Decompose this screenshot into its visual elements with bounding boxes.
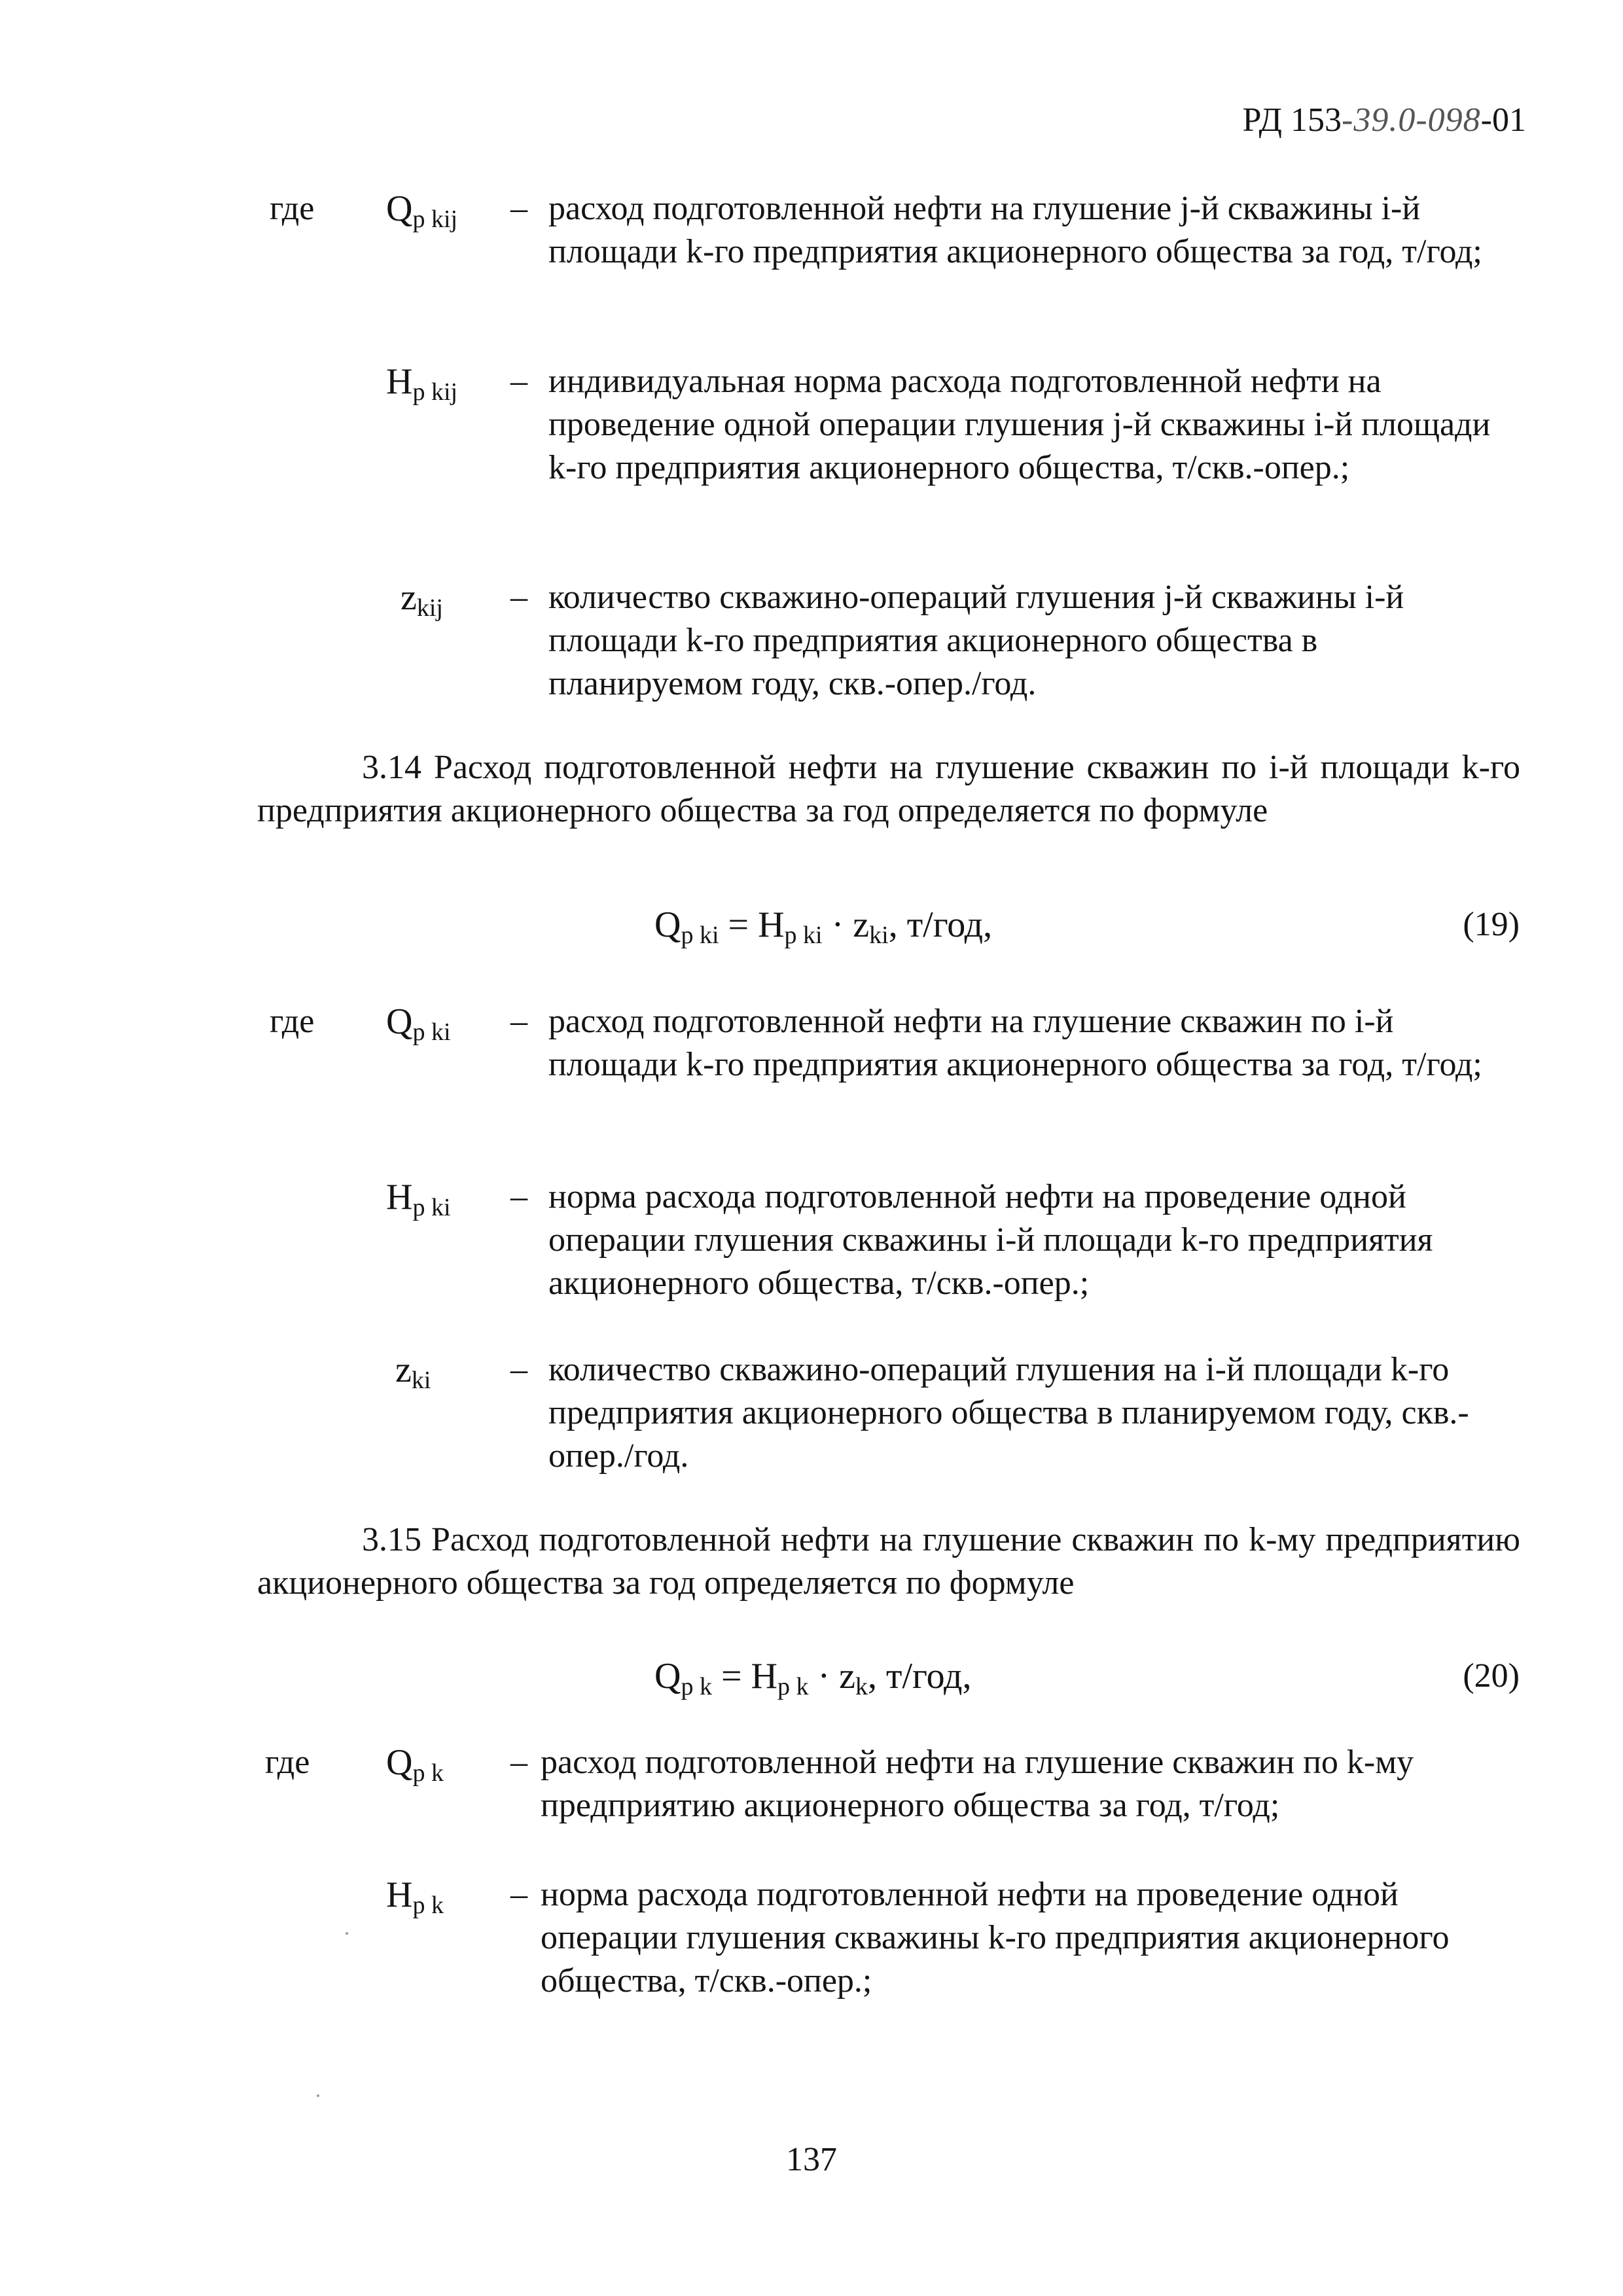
symbol: $Q_{p kij}$ (386, 188, 458, 233)
symbol: $z_{ki}$ (395, 1350, 431, 1394)
page-number: 137 (786, 2141, 837, 2178)
symbol: $H_{p k}$ (386, 1874, 444, 1919)
doc-code-prefix: РД 153 (1242, 101, 1342, 139)
doc-code-suffix: -01 (1480, 101, 1526, 139)
definition-row (0, 576, 1623, 733)
definition-text: количество скважино-операций глушения j-й скважины i-й площади k-го предприятия акционерного общества в планируемом году, скв.-опер./год. (548, 579, 1404, 702)
definition-text: количество скважино-операций глушения на i-й площади k-го предприятия акционерного общества в планируемом году, скв.-опер./год. (548, 1351, 1469, 1475)
definition-text: расход подготовленной нефти на глушение скважин по i-й площади k-го предприятия акционерного общества за год, т/год; (548, 1003, 1482, 1083)
symbol: $z_{kij}$ (401, 577, 443, 622)
definition-row (0, 187, 1623, 344)
where-label: где (270, 190, 315, 227)
definition-text: норма расхода подготовленной нефти на проведение одной операции глушения скважины i-й площади k-го предприятия акционерного общества, т/скв.-опер.; (548, 1178, 1433, 1302)
paragraph-3-14: 3.14 Расход подготовленной нефти на глушение скважин по i-й площади k-го предприятия акционерного общества за год определяется по формуле (257, 749, 1520, 829)
dash: – (510, 1351, 527, 1388)
symbol: $H_{p kij}$ (386, 361, 458, 406)
definition-row (0, 1000, 1623, 1157)
equation-number-19: (19) (1463, 906, 1520, 943)
dash: – (510, 1876, 527, 1913)
definition-row (0, 360, 1623, 517)
dash: – (510, 1003, 527, 1040)
definition-row (0, 1873, 1623, 2030)
symbol: $H_{p ki}$ (386, 1177, 451, 1221)
symbol: $Q_{p ki}$ (386, 1001, 451, 1046)
definition-text: норма расхода подготовленной нефти на проведение одной операции глушения скважины k-го предприятия акционерного общества, т/скв.-опер.; (541, 1876, 1450, 2000)
scan-speck (317, 2094, 319, 2097)
doc-code-handwritten: -39.0-098 (1342, 101, 1481, 139)
dash: – (510, 1744, 527, 1781)
dash: – (510, 363, 527, 400)
definition-text: индивидуальная норма расхода подготовленной нефти на проведение одной операции глушения j-й скважины i-й площади k-го предприятия акционерного общества, т/скв.-опер.; (548, 363, 1491, 486)
definition-text: расход подготовленной нефти на глушение скважин по k-му предприятию акционерного общества за год, т/год; (541, 1744, 1414, 1824)
formula-19: $Q_{p ki} = H_{p ki} \cdot z_{ki}$, т/год, (654, 905, 993, 949)
formula-20: $Q_{p k} = H_{p k} \cdot z_k$, т/год, (654, 1656, 972, 1700)
where-label: где (265, 1744, 310, 1781)
paragraph-3-15: 3.15 Расход подготовленной нефти на глушение скважин по k-му предприятию акционерного общества за год определяется по формуле (257, 1521, 1520, 1602)
dash: – (510, 190, 527, 227)
equation-number-20: (20) (1463, 1657, 1520, 1695)
where-label: где (270, 1003, 315, 1040)
definition-row (0, 1348, 1623, 1505)
symbol: $Q_{p k}$ (386, 1742, 444, 1787)
definition-row (0, 1175, 1623, 1333)
definition-text: расход подготовленной нефти на глушение j-й скважины i-й площади k-го предприятия акционерного общества за год, т/год; (548, 190, 1482, 270)
document-code (1243, 103, 1526, 137)
scan-speck (346, 1932, 348, 1935)
dash: – (510, 579, 527, 616)
dash: – (510, 1178, 527, 1215)
